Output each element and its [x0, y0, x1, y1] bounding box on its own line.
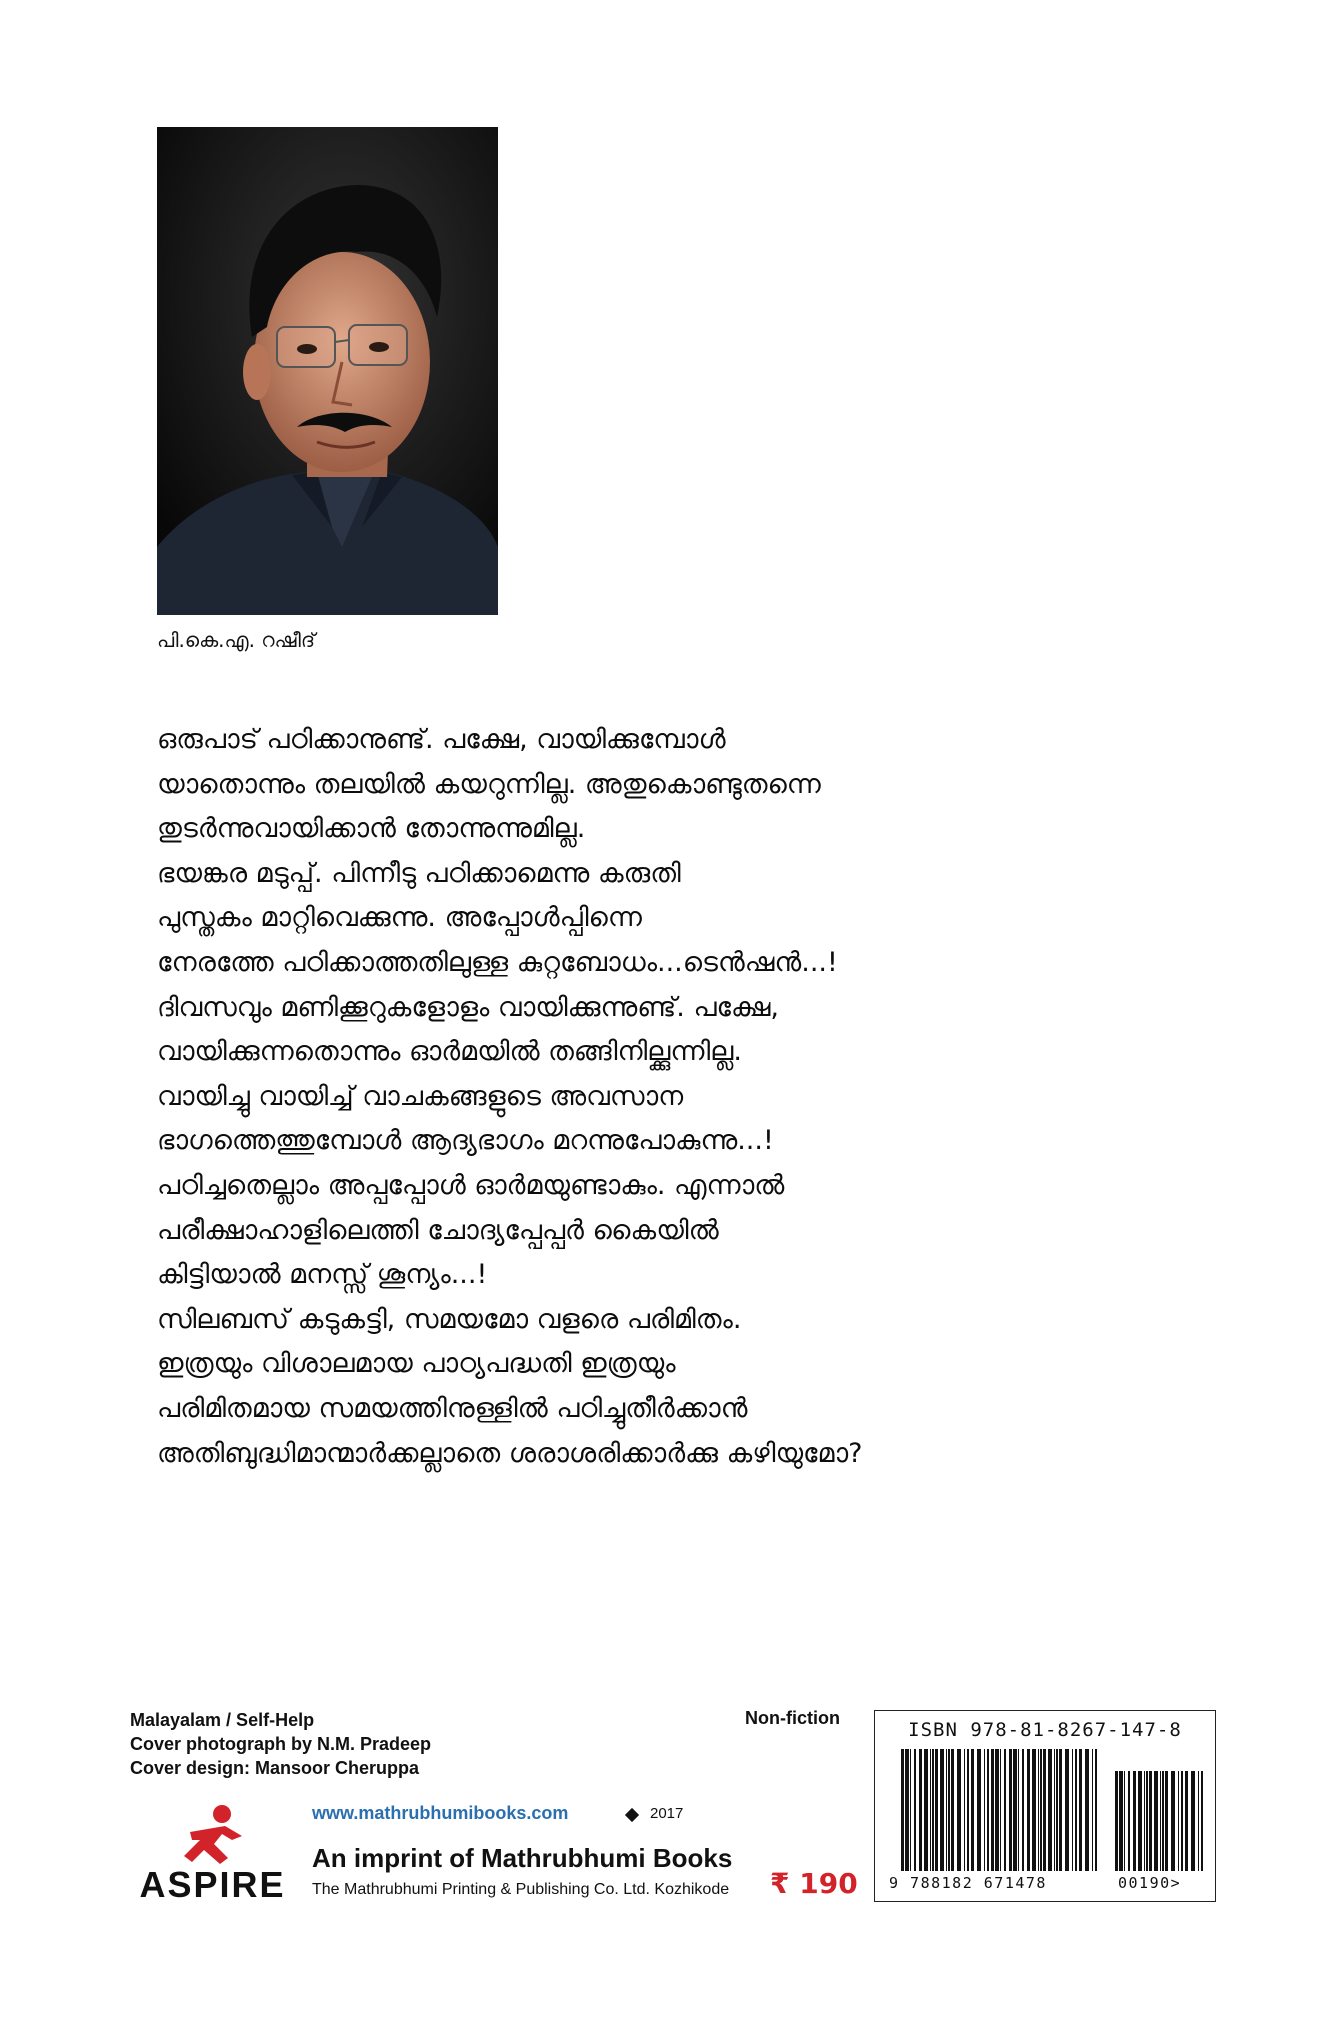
- barcode-bar: [1162, 1771, 1164, 1871]
- blurb-line: ഒരുപാട് പഠിക്കാനുണ്ട്. പക്ഷേ, വായിക്കുമ്പോൾ: [157, 724, 726, 755]
- barcode-bar: [1144, 1771, 1145, 1871]
- barcode-bar: [991, 1749, 994, 1871]
- blurb-line: തുടർന്നുവായിക്കാൻ തോന്നുന്നുമില്ല.: [157, 813, 586, 845]
- barcode-bar: [910, 1749, 911, 1871]
- blurb-line: ഇത്രയും വിശാലമായ പാഠ്യപദ്ധതി ഇത്രയും: [157, 1348, 676, 1380]
- barcode-bar: [948, 1749, 950, 1871]
- isbn-barcode: [874, 1710, 1216, 1902]
- blurb-line: ദിവസവും മണിക്കൂറുകളോളം വായിക്കുന്നുണ്ട്. പക്ഷേ,: [157, 991, 780, 1023]
- barcode-bar: [932, 1749, 934, 1871]
- barcode-bar: [984, 1749, 985, 1871]
- barcode-bar: [1043, 1749, 1046, 1871]
- imprint-line: An imprint of Mathrubhumi Books: [312, 1843, 733, 1873]
- barcode-bars: [875, 1711, 1215, 1901]
- diamond-icon: [625, 1808, 639, 1822]
- barcode-bar: [1018, 1749, 1019, 1871]
- barcode-bar: [977, 1749, 981, 1871]
- logo-wordmark: ASPIRE: [139, 1864, 286, 1905]
- barcode-bar: [1138, 1771, 1142, 1871]
- blurb-line: അതിബുദ്ധിമാന്മാർക്കല്ലാതെ ശരാശരിക്കാർക്കു കഴിയുമോ?: [157, 1437, 863, 1469]
- barcode-bar: [971, 1749, 974, 1871]
- blurb-line: വായിച്ചു വായിച്ച് വാചകങ്ങളുടെ അവസാന: [157, 1080, 684, 1112]
- barcode-bar: [964, 1749, 965, 1871]
- barcode-bar: [940, 1749, 944, 1871]
- website-link[interactable]: www.mathrubhumibooks.com: [312, 1803, 569, 1823]
- blurb-line: പരീക്ഷാഹാളിലെത്തി ചോദ്യപ്പേപ്പർ കൈയിൽ: [157, 1214, 719, 1246]
- barcode-bar: [1095, 1749, 1097, 1871]
- blurb-line: പഠിച്ചതെല്ലാം അപ്പപ്പോൾ ഓർമയുണ്ടാകും. എന്നാൽ: [157, 1169, 785, 1201]
- barcode-bar: [946, 1749, 947, 1871]
- barcode-bar: [1146, 1771, 1148, 1871]
- barcode-bar: [1004, 1749, 1006, 1871]
- barcode-bar: [1075, 1749, 1077, 1871]
- ean-digits: 9 788182 671478: [889, 1874, 1047, 1892]
- blurb-line: ഭാഗത്തെത്തുമ്പോൾ ആദ്യഭാഗം മറന്നുപോകുന്നു...!: [157, 1125, 774, 1157]
- author-portrait-illustration: [157, 127, 498, 615]
- back-cover-blurb: [157, 718, 1157, 1476]
- price-label: ₹ 190: [770, 1867, 858, 1900]
- blurb-line: പുസ്തകം മാറ്റിവെക്കുന്നു. അപ്പോൾപ്പിന്നെ: [157, 902, 642, 934]
- design-credit: Cover design: Mansoor Cheruppa: [130, 1758, 420, 1778]
- blurb-line: പരിമിതമായ സമയത്തിനുള്ളിൽ പഠിച്ചുതീർക്കാൻ: [157, 1392, 748, 1424]
- blurb-line: സിലബസ് കടുകട്ടി, സമയമോ വളരെ പരിമിതം.: [157, 1303, 742, 1335]
- barcode-bar: [905, 1749, 909, 1871]
- barcode-bar: [1079, 1749, 1082, 1871]
- barcode-bar: [901, 1749, 904, 1871]
- barcode-bar: [1154, 1771, 1158, 1871]
- barcode-bar: [1072, 1749, 1073, 1871]
- barcode-bar: [935, 1749, 938, 1871]
- barcode-bar: [1115, 1771, 1118, 1871]
- barcode-bar: [1178, 1771, 1179, 1871]
- barcode-bar: [1128, 1771, 1130, 1871]
- barcode-bar: [1085, 1749, 1089, 1871]
- blurb-line: യാതൊന്നും തലയിൽ കയറുന്നില്ല. അതുകൊണ്ടുതന്നെ: [157, 768, 821, 800]
- barcode-bar: [1133, 1771, 1136, 1871]
- barcode-bar: [919, 1749, 922, 1871]
- barcode-bar: [1165, 1771, 1168, 1871]
- barcode-bar: [924, 1749, 928, 1871]
- barcode-bar: [1119, 1771, 1123, 1871]
- barcode-bar: [1198, 1771, 1199, 1871]
- blurb-line: കിട്ടിയാൽ മനസ്സ് ശൂന്യം...!: [157, 1259, 488, 1291]
- barcode-bar: [1181, 1771, 1183, 1871]
- barcode-bar: [1171, 1771, 1175, 1871]
- barcode-bar: [1009, 1749, 1012, 1871]
- barcode-bar: [1124, 1771, 1125, 1871]
- photo-credit: Cover photograph by N.M. Pradeep: [130, 1734, 432, 1754]
- barcode-bar: [914, 1749, 916, 1871]
- publication-year: 2017: [650, 1805, 684, 1822]
- barcode-bar: [1040, 1749, 1042, 1871]
- blurb-line: ഭയങ്കര മടുപ്പ്. പിന്നീടു പഠിക്കാമെന്നു കരുതി: [157, 857, 681, 889]
- barcode-bar: [951, 1749, 954, 1871]
- barcode-bar: [1054, 1749, 1055, 1871]
- barcode-bar: [1059, 1749, 1062, 1871]
- barcode-bar: [1191, 1771, 1195, 1871]
- barcode-bar: [957, 1749, 961, 1871]
- category-label: Malayalam / Self-Help: [130, 1710, 315, 1730]
- barcode-bar: [1160, 1771, 1161, 1871]
- printer-line: The Mathrubhumi Printing & Publishing Co. Ltd. Kozhikode: [312, 1881, 730, 1898]
- barcode-bar: [1000, 1749, 1001, 1871]
- author-caption: പി.കെ.എ. റഷീദ്: [157, 628, 315, 652]
- runner-icon: [130, 1800, 295, 1870]
- barcode-bar: [930, 1749, 931, 1871]
- barcode-bar: [1013, 1749, 1017, 1871]
- author-photo: [157, 127, 498, 615]
- barcode-bar: [967, 1749, 969, 1871]
- barcode-bar: [1048, 1749, 1052, 1871]
- barcode-bar: [1032, 1749, 1036, 1871]
- barcode-bar: [995, 1749, 999, 1871]
- barcode-bar: [1027, 1749, 1030, 1871]
- barcode-bar: [1092, 1749, 1093, 1871]
- barcode-bar: [1185, 1771, 1188, 1871]
- genre-label: Non-fiction: [745, 1708, 840, 1728]
- barcode-bar: [1201, 1771, 1203, 1871]
- isbn-text: ISBN 978-81-8267-147-8: [908, 1719, 1182, 1741]
- barcode-bar: [1149, 1771, 1152, 1871]
- barcode-bar: [1065, 1749, 1069, 1871]
- aspire-logo: [130, 1800, 295, 1915]
- barcode-bar: [1056, 1749, 1058, 1871]
- barcode-bar: [1022, 1749, 1024, 1871]
- barcode-bar: [1038, 1749, 1039, 1871]
- blurb-line: നേരത്തേ പഠിക്കാത്തതിലുള്ള കുറ്റബോധം...ടെൻഷൻ...!: [157, 946, 838, 978]
- credits-block: [130, 1708, 431, 1780]
- barcode-bar: [987, 1749, 989, 1871]
- addon-digits: 00190>: [1118, 1874, 1182, 1892]
- blurb-line: വായിക്കുന്നതൊന്നും ഓർമയിൽ തങ്ങിനില്ക്കുന്നില്ല.: [157, 1036, 742, 1068]
